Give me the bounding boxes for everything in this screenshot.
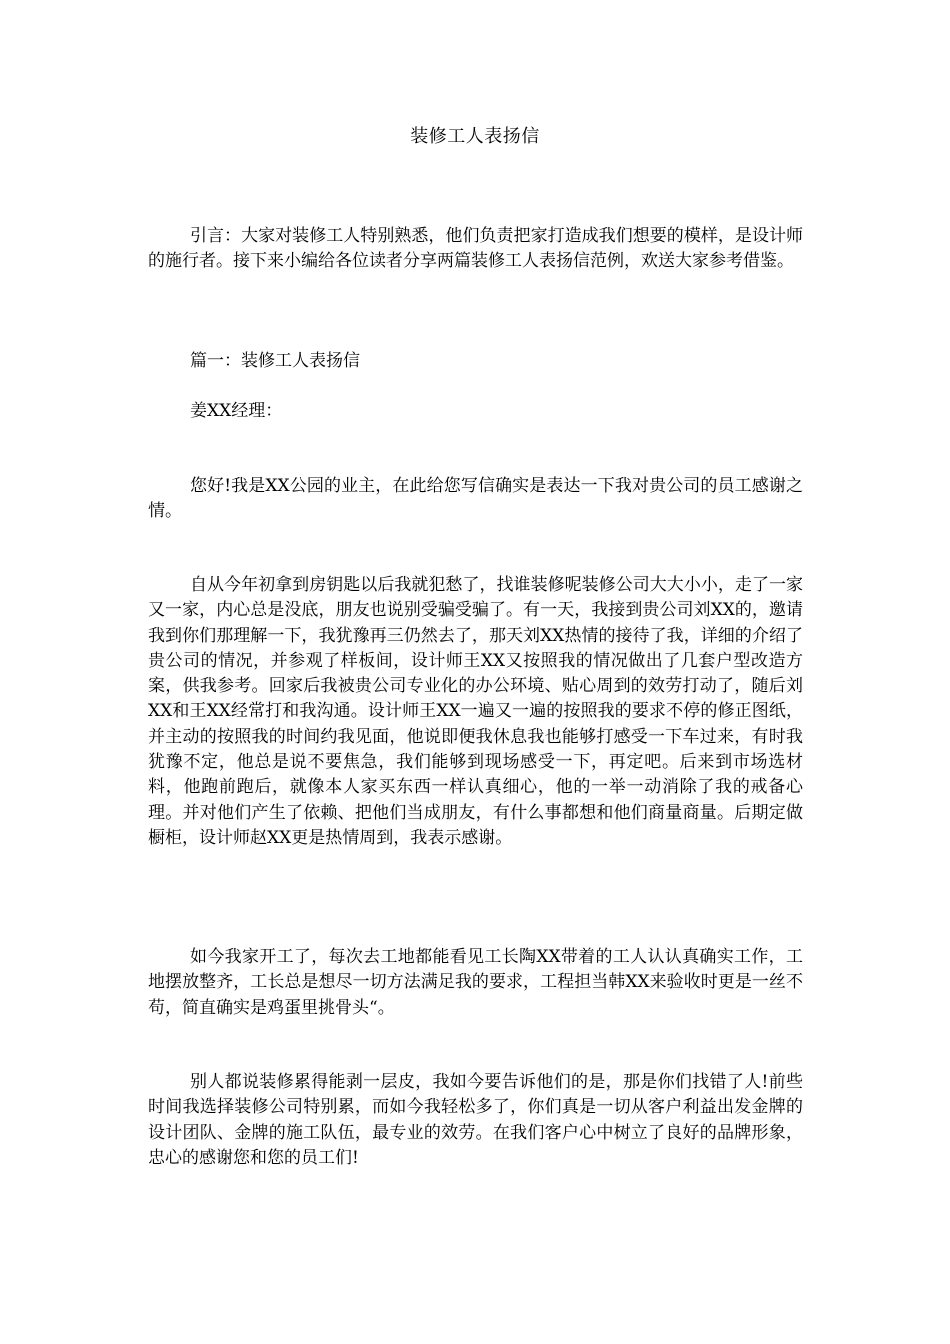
body-paragraph-1: 您好!我是XX公园的业主，在此给您写信确实是表达一下我对贵公司的员工感谢之情。 xyxy=(148,476,803,522)
section-heading: 篇一：装修工人表扬信 xyxy=(190,351,360,371)
document-title: 装修工人表扬信 xyxy=(410,126,540,147)
body-paragraph-3: 如今我家开工了，每次去工地都能看见工长陶XX带着的工人认认真确实工作，工地摆放整齐，工长总是想尽一切方法满足我的要求，工程担当韩XX来验收时更是一丝不苟，简直确实是鸡蛋里挑骨头“。 xyxy=(148,947,803,1018)
body-paragraph-4: 别人都说装修累得能剥一层皮，我如今要告诉他们的是，那是你们找错了人!前些时间我选择装修公司特别累，而如今我轻松多了，你们真是一切从客户利益出发金牌的设计团队、金牌的施工队伍，最专业的效劳。在我们客户心中树立了良好的品牌形象，忠心的感谢您和您的员工们! xyxy=(148,1072,803,1168)
body-paragraph-2: 自从今年初拿到房钥匙以后我就犯愁了，找谁装修呢装修公司大大小小，走了一家又一家，内心总是没底，朋友也说别受骗受骗了。有一天，我接到贵公司刘XX的，邀请我到你们那理解一下，我犹豫再三仍然去了，那天刘XX热情的接待了我，详细的介绍了贵公司的情况，并参观了样板间，设计师王XX又按照我的情况做出了几套户型改造方案，供我参考。回家后我被贵公司专业化的办公环境、贴心周到的效劳打动了，随后刘XX和王XX经常打和我沟通。设计师王XX一遍又一遍的按照我的要求不停的修正图纸，并主动的按照我的时间约我见面，他说即便我休息我也能够打感受一下车过来，有时我犹豫不定，他总是说不要焦急，我们能够到现场感受一下，再定吧。后来到市场选材料，他跑前跑后，就像本人家买东西一样认真细心，他的一举一动消除了我的戒备心理。并对他们产生了依赖、把他们当成朋友，有什么事都想和他们商量商量。后期定做橱柜，设计师赵XX更是热情周到，我表示感谢。 xyxy=(148,575,803,848)
intro-paragraph: 引言：大家对装修工人特别熟悉，他们负责把家打造成我们想要的模样，是设计师的施行者。接下来小编给各位读者分享两篇装修工人表扬信范例，欢送大家参考借鉴。 xyxy=(148,226,803,272)
salutation: 姜XX经理： xyxy=(190,401,283,421)
